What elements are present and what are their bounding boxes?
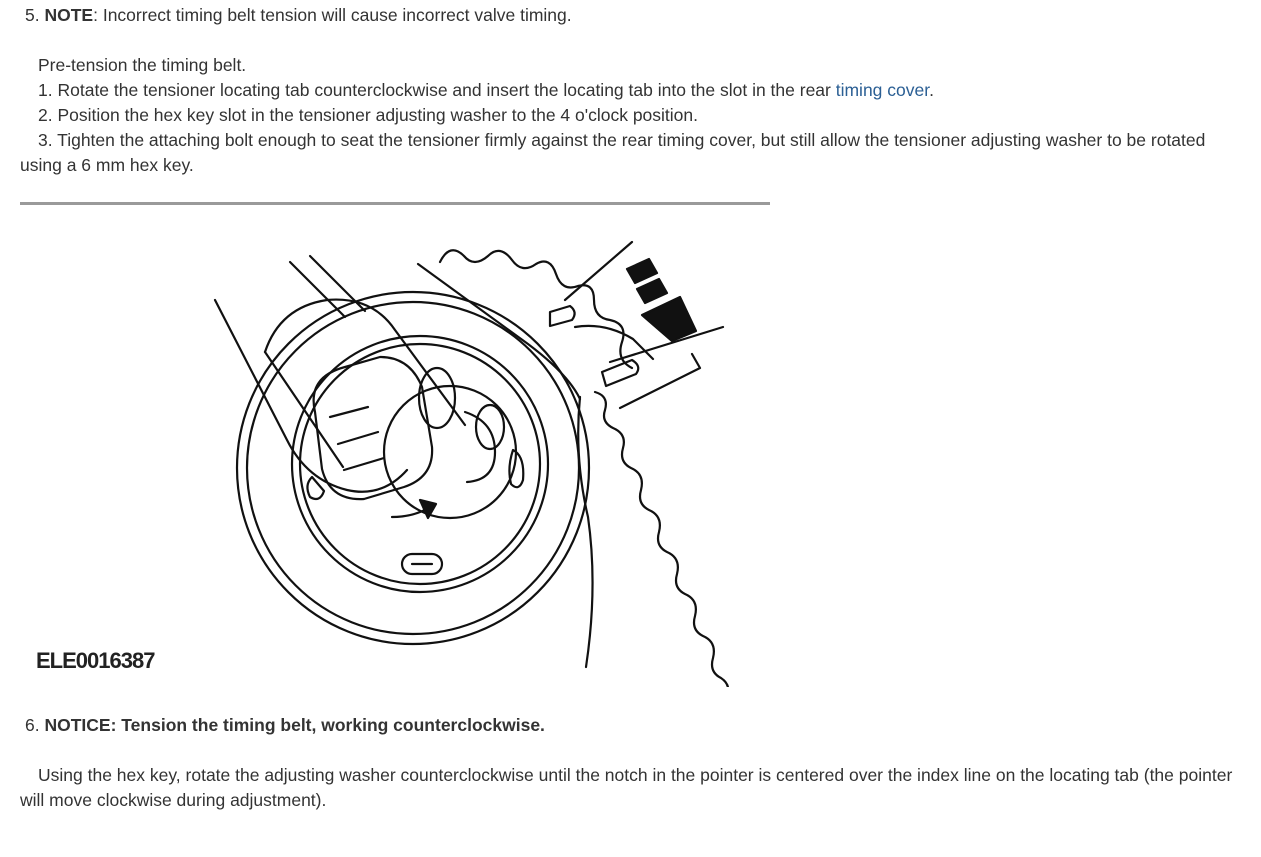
step-6-heading [20, 713, 1242, 738]
substep-1-text: Rotate the tensioner locating tab counterclockwise and insert the locating tab into the slot in the rear [57, 80, 836, 100]
substep-3-text: Tighten the attaching bolt enough to seat the tensioner firmly against the rear timing cover, but still allow the tensioner adjusting washer to be rotated using a 6 mm hex key. [20, 130, 1206, 175]
note-label: NOTE [44, 5, 94, 25]
pretension-intro: Pre-tension the timing belt. [38, 55, 247, 75]
step-6-number: 6. [25, 715, 40, 735]
substep-1-number: 1. [38, 80, 53, 100]
step-5-section [20, 3, 1242, 178]
substep-3 [20, 128, 1242, 178]
step-6-body-text: Using the hex key, rotate the adjusting washer counterclockwise until the notch in the pointer is centered over the index line on the locating tab (the pointer will move clockwise during adjustment). [20, 765, 1233, 810]
figure-label: ELE0016387 [36, 648, 155, 673]
step-5-number: 5. [25, 5, 40, 25]
timing-cover-link[interactable]: timing cover [835, 80, 930, 100]
step-6-section [20, 713, 1242, 813]
notice-text: NOTICE: Tension the timing belt, working counterclockwise. [44, 715, 545, 735]
substep-2 [20, 103, 1242, 128]
note-text: : Incorrect timing belt tension will cause incorrect valve timing. [93, 5, 572, 25]
substep-1 [20, 78, 1242, 103]
step-6-body [20, 763, 1242, 813]
timing-belt-tensioner-illustration [20, 212, 770, 687]
figure-divider [20, 202, 770, 205]
substep-2-number: 2. [38, 105, 53, 125]
substep-1-after: . [929, 80, 934, 100]
step-5-heading [20, 3, 1242, 28]
substep-2-text: Position the hex key slot in the tensioner adjusting washer to the 4 o'clock position. [57, 105, 699, 125]
timing-belt-figure [20, 212, 770, 687]
substep-3-number: 3. [38, 130, 53, 150]
